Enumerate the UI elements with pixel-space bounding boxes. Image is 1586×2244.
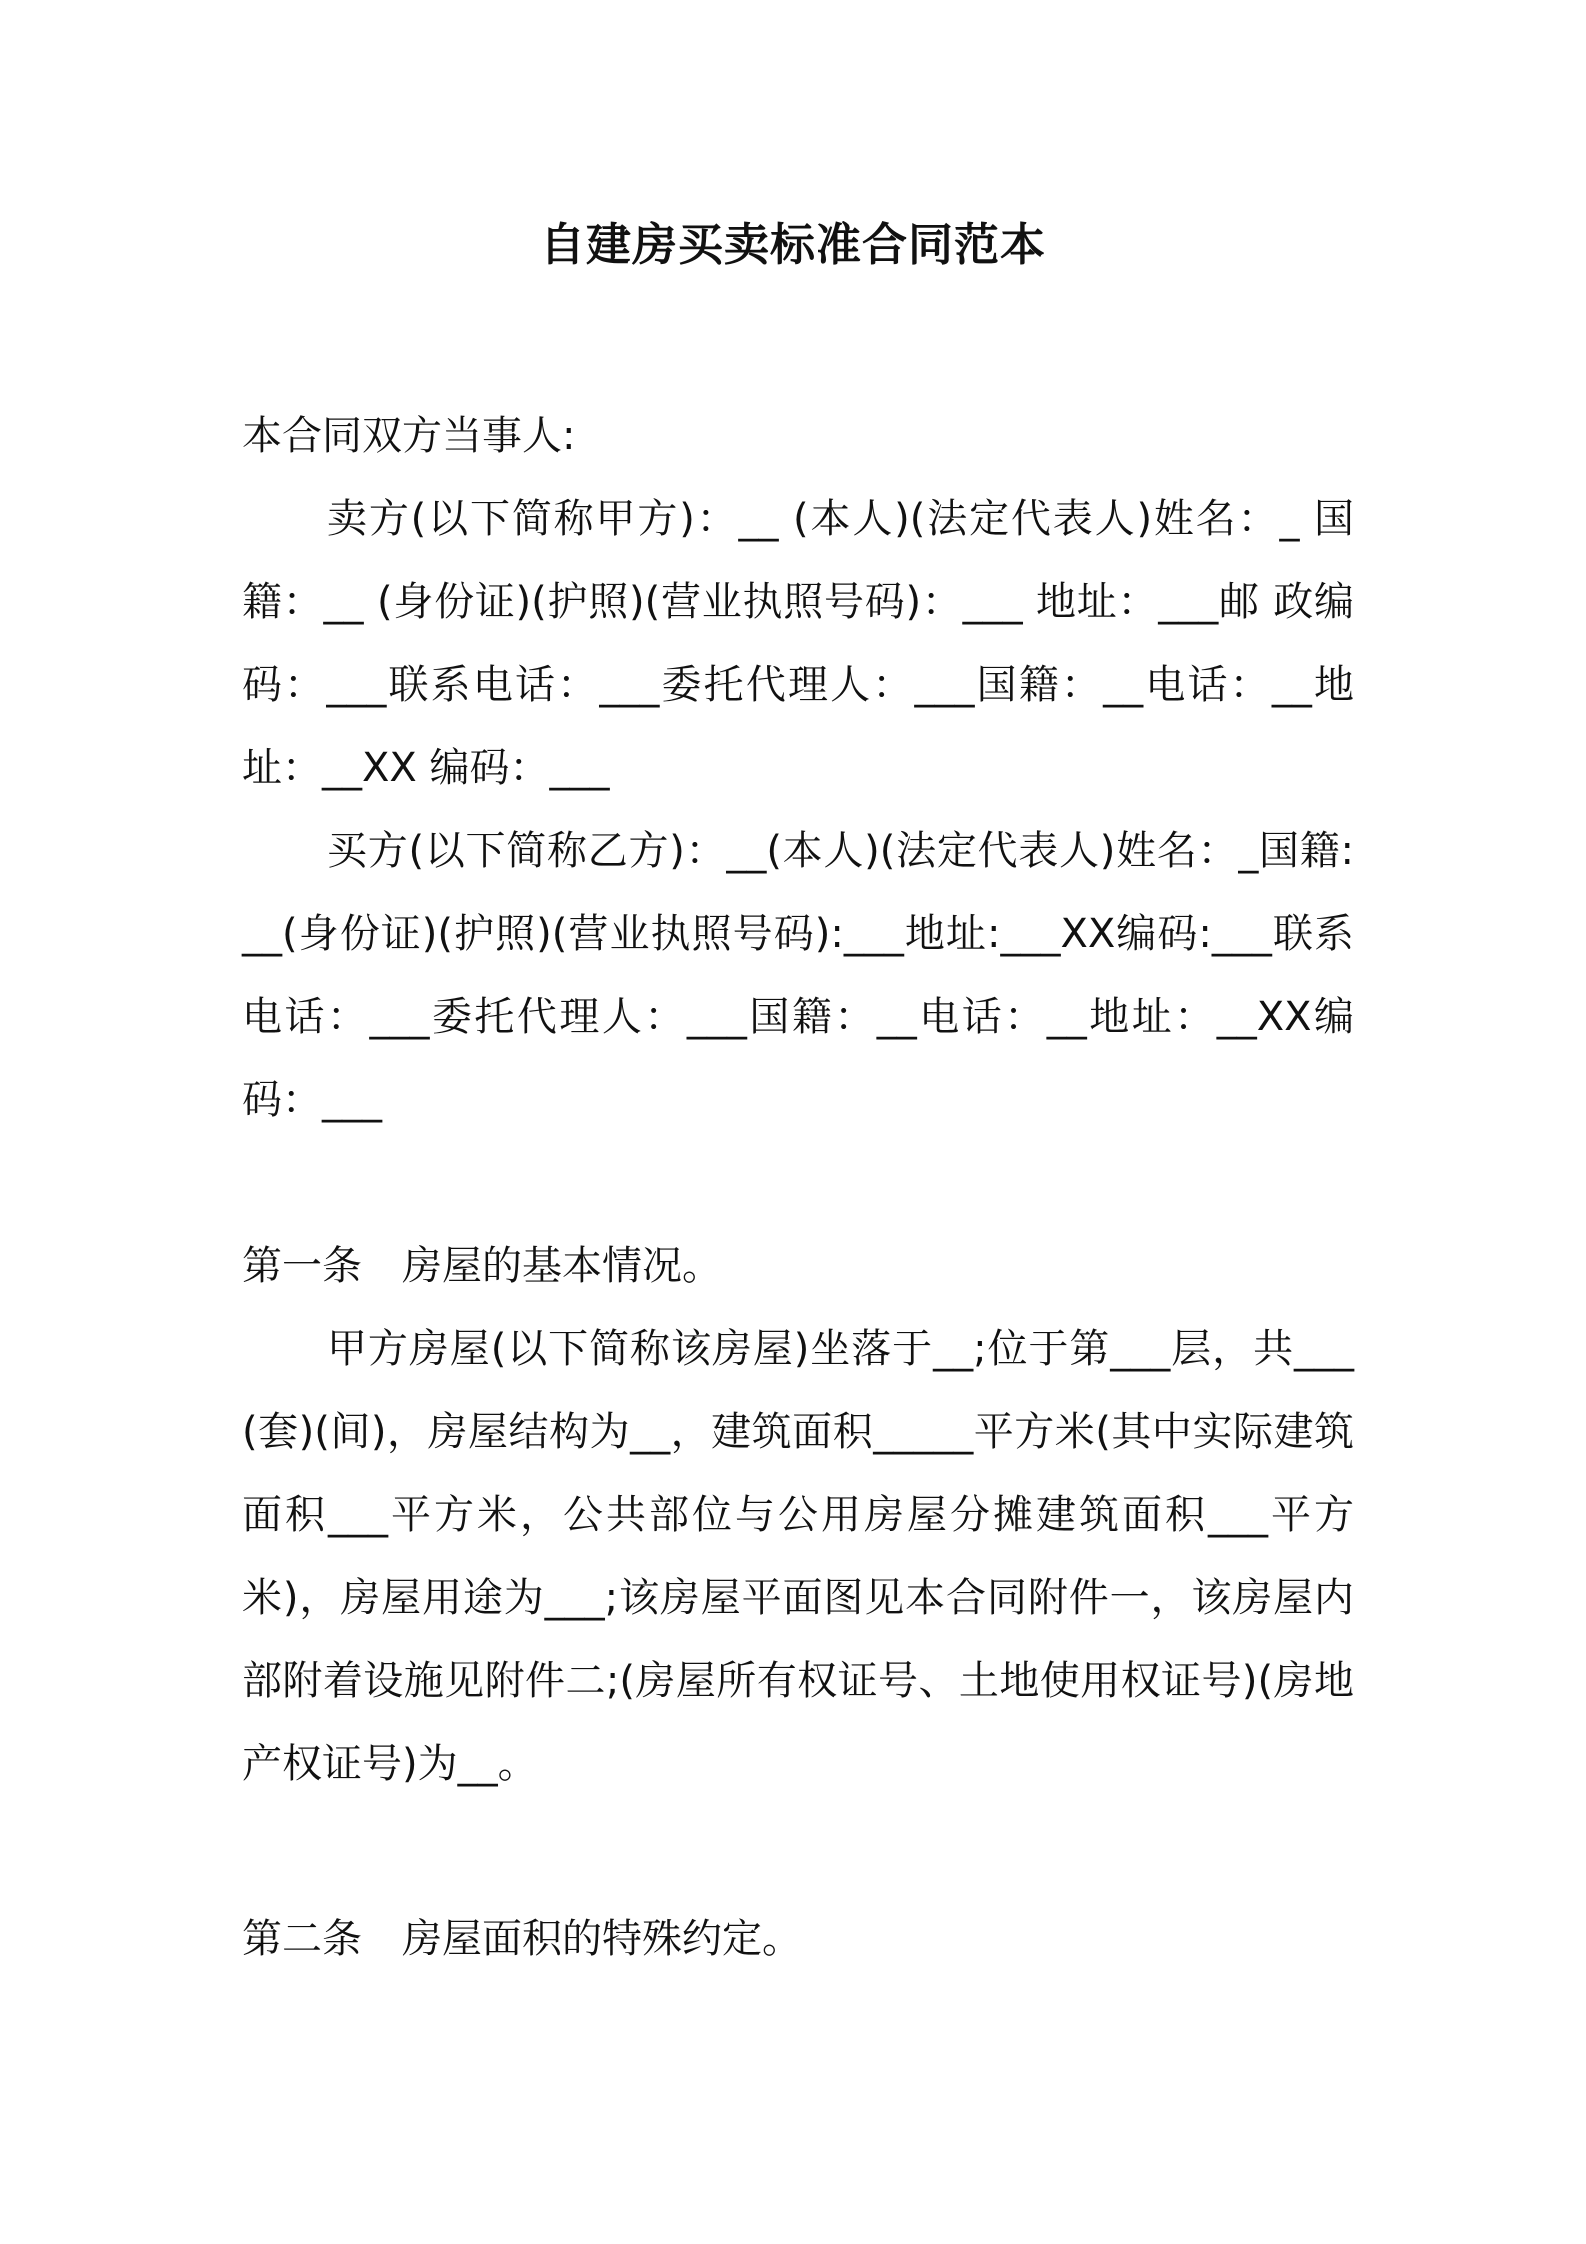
article-1-heading: 第一条 房屋的基本情况。 [242,1243,722,1289]
article-2-heading: 第二条 房屋面积的特殊约定。 [242,1916,802,1962]
document-title: 自建房买卖标准合同范本 [539,218,1046,271]
buyer-paragraph: 买方(以下简称乙方)：__(本人)(法定代表人)姓名：_国籍:__(身份证)(护照)(营业执照号码):___地址:___XX编码:___联系电话：___委托代理人：___国籍：__电话：__地址：__XX编码：___ [242,828,1354,1123]
parties-intro: 本合同双方当事人: [242,413,576,459]
article-1-paragraph: 甲方房屋(以下简称该房屋)坐落于__;位于第___层，共___(套)(间)，房屋结构为__，建筑面积_____平方米(其中实际建筑面积___平方米，公共部位与公用房屋分摊建筑面积___平方米)，房屋用途为___;该房屋平面图见本合同附件一，该房屋内部附着设施见附件二;(房屋所有权证号、土地使用权证号)(房地产权证号)为__。 [242,1326,1354,1787]
seller-paragraph: 卖方(以下简称甲方)：__ (本人)(法定代表人)姓名：_ 国籍：__ (身份证)(护照)(营业执照号码)：___ 地址：___邮 政编码：___联系电话：___委托代理人：___国籍：__电话：__地址：__XX 编码：___ [242,496,1354,791]
